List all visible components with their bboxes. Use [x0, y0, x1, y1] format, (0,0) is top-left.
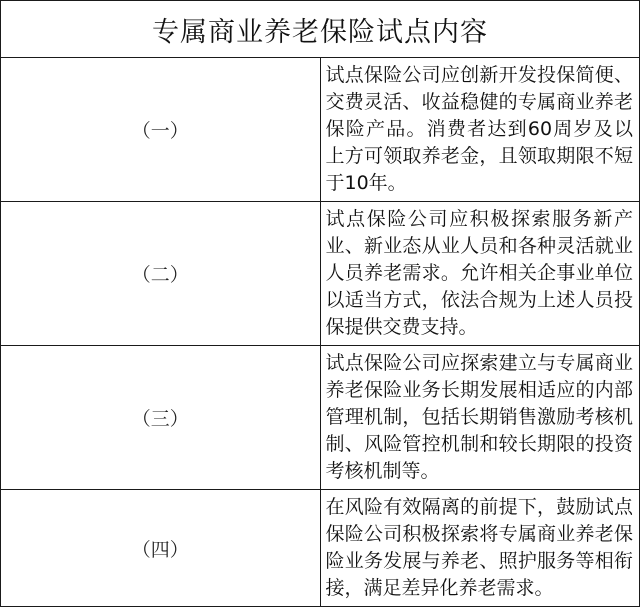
- item-text: 在风险有效隔离的前提下，鼓励试点保险公司积极探索将专属商业养老保险业务发展与养老、照护服务等相衔接，满足差异化养老需求。: [320, 490, 640, 607]
- item-text: 试点保险公司应创新开发投保简便、交费灵活、收益稳健的专属商业养老保险产品。消费者达到60周岁及以上方可领取养老金，且领取期限不短于10年。: [320, 58, 640, 202]
- item-number: （二）: [1, 202, 321, 346]
- item-number: （三）: [1, 346, 321, 490]
- table-row: [1, 58, 640, 202]
- table-row: [1, 346, 640, 490]
- item-number: （四）: [1, 490, 321, 607]
- item-text: 试点保险公司应积极探索服务新产业、新业态从业人员和各种灵活就业人员养老需求。允许相关企事业单位以适当方式，依法合规为上述人员投保提供交费支持。: [320, 202, 640, 346]
- table-row: [1, 202, 640, 346]
- item-number: （一）: [1, 58, 321, 202]
- title-row: [1, 1, 640, 58]
- table-title: 专属商业养老保险试点内容: [1, 1, 640, 58]
- item-text: 试点保险公司应探索建立与专属商业养老保险业务长期发展相适应的内部管理机制，包括长期销售激励考核机制、风险管控机制和较长期限的投资考核机制等。: [320, 346, 640, 490]
- table-row: [1, 490, 640, 607]
